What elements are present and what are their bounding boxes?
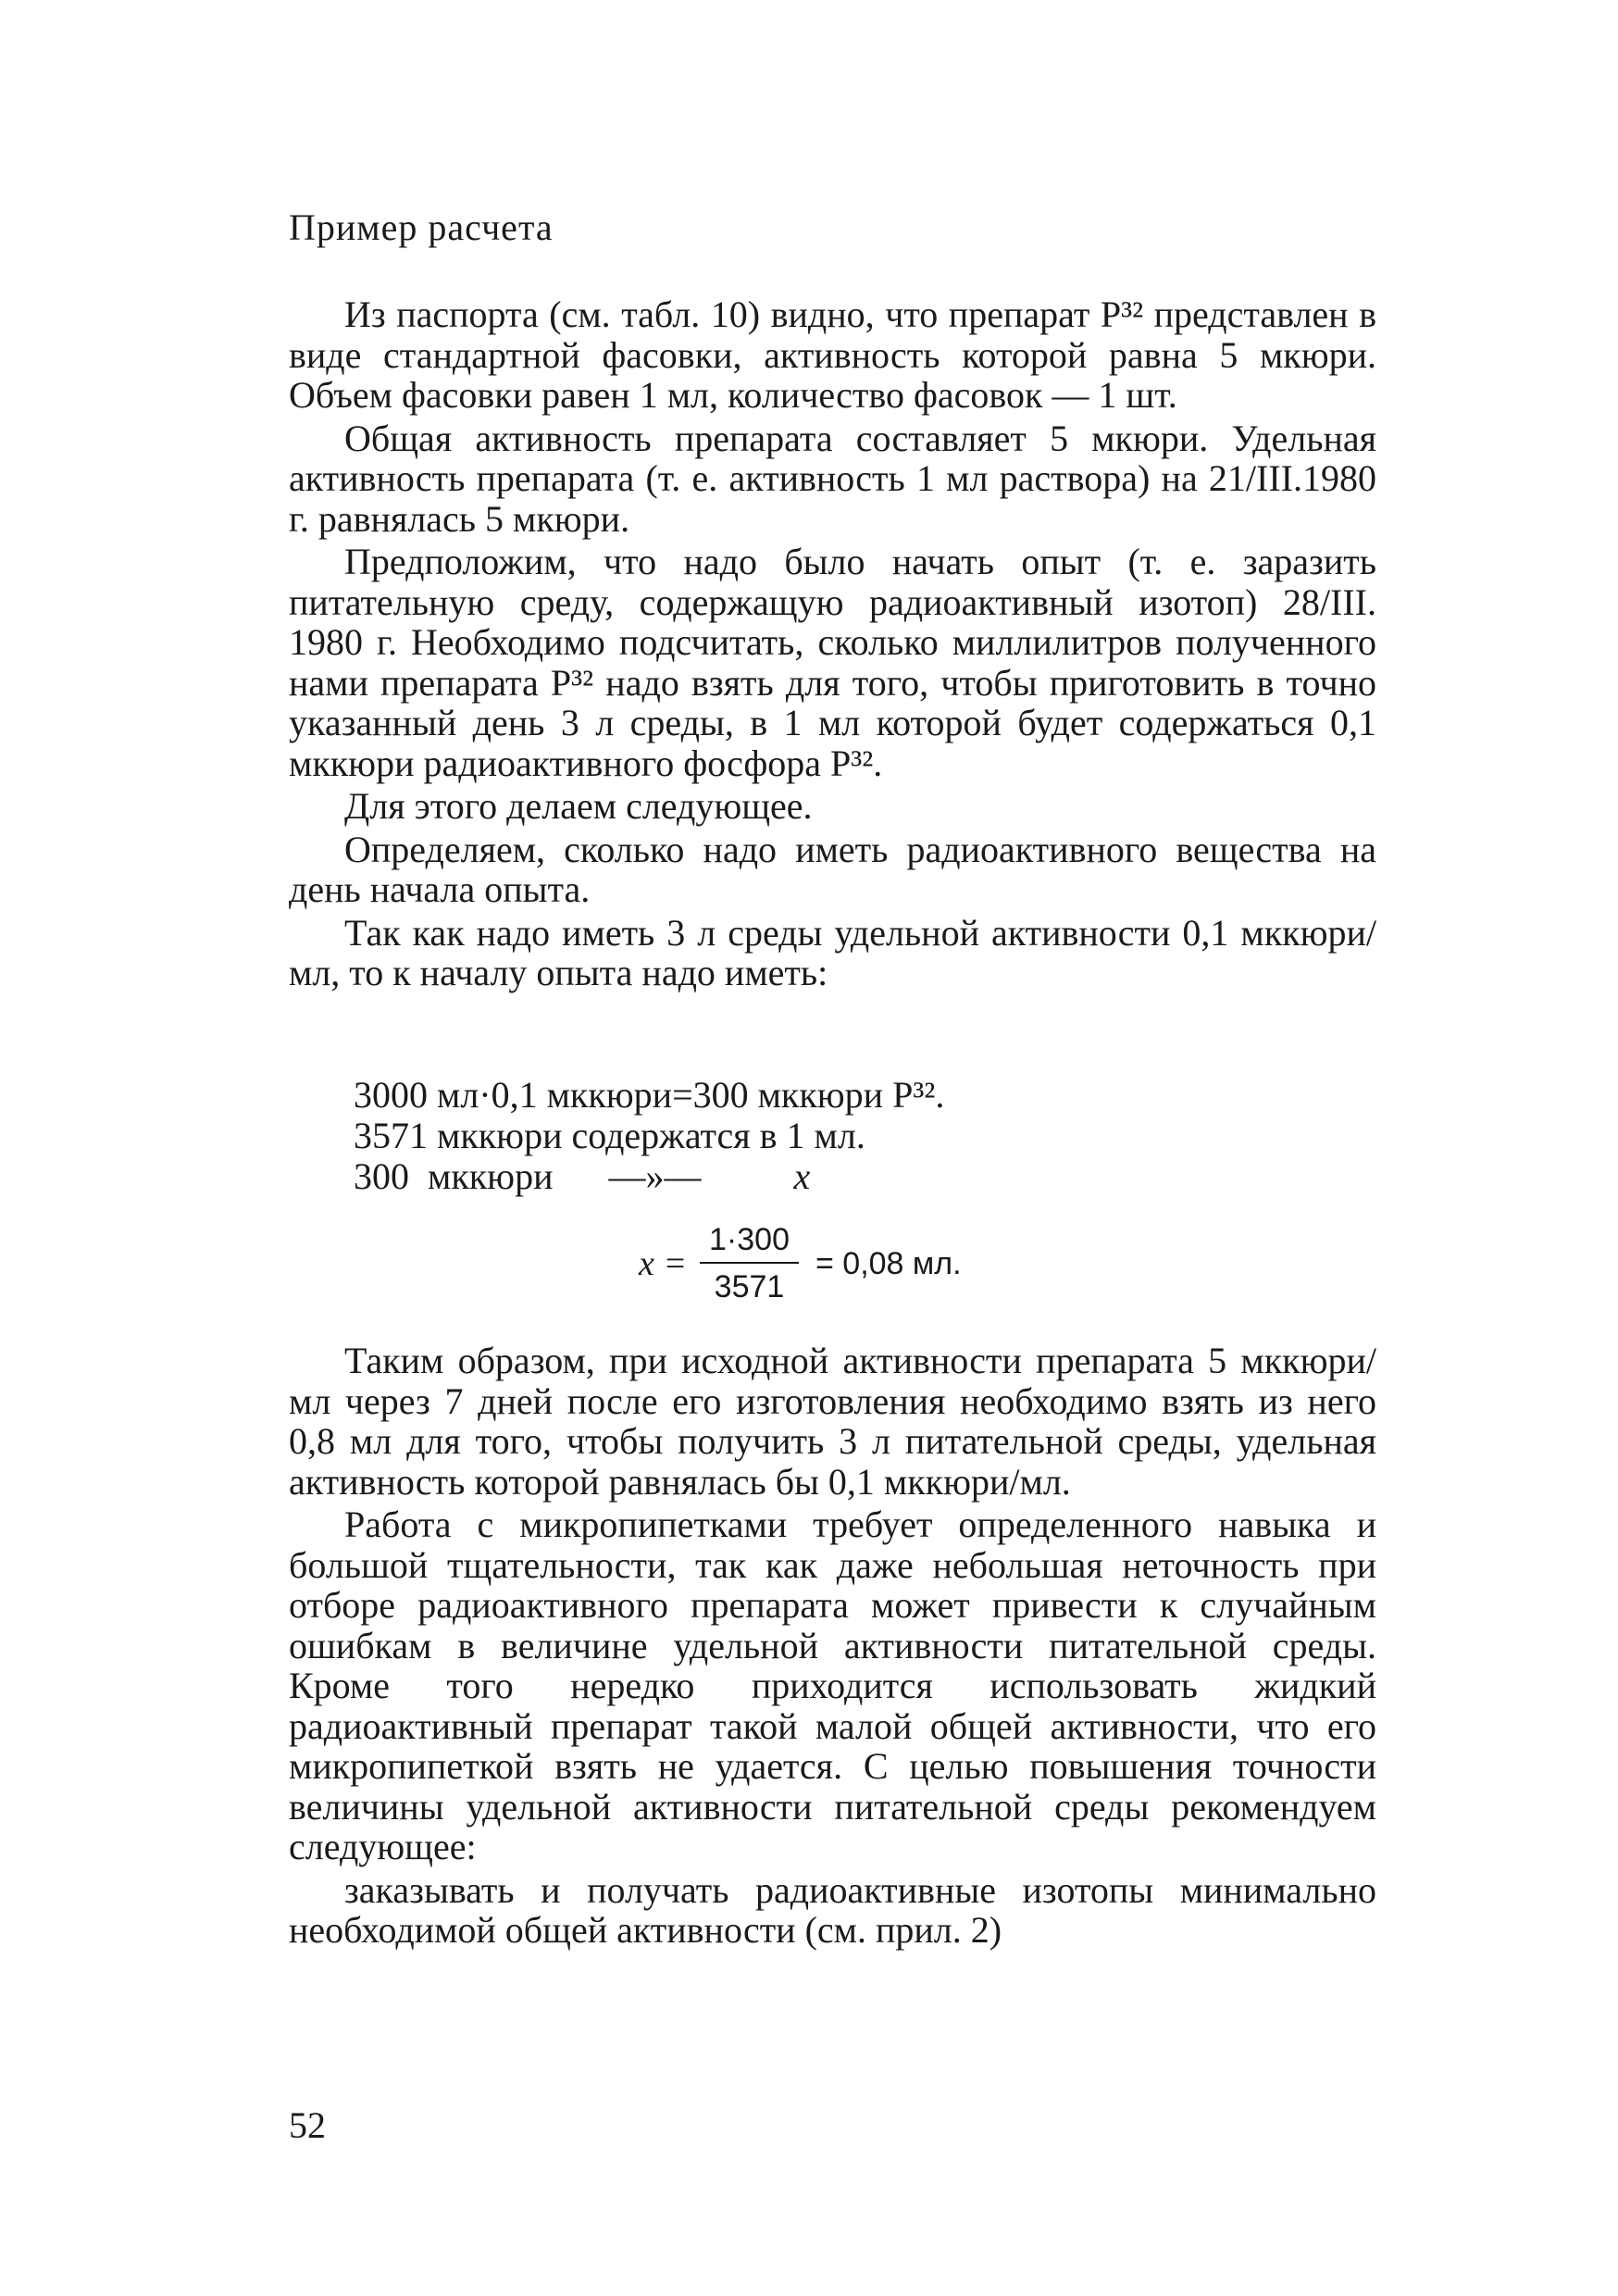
fraction-numerator: 1·300 (700, 1222, 799, 1264)
text-block-after-formula (289, 1341, 1376, 1953)
calc-line: 3000 мл·0,1 мккюри=300 мккюри P³². (354, 1074, 945, 1116)
paragraph: заказывать и получать радиоактивные изотопы минимально необходимой общей активности (см. прил. 2) (289, 1868, 1376, 1951)
paragraph: Так как надо иметь 3 л среды удельной активности 0,1 мккюри/мл, то к началу опыта надо иметь: (289, 911, 1376, 993)
formula-rhs: = 0,08 мл. (815, 1245, 962, 1281)
calc-line-proportion (354, 1156, 944, 1197)
formula-fraction (700, 1222, 799, 1305)
calc-line-text: 300 мккюри —»— (354, 1155, 702, 1197)
fraction-denominator: 3571 (714, 1269, 785, 1304)
paragraph: Таким образом, при исходной активности препарата 5 мккюри/мл через 7 дней после его изготовления необходимо взять из него 0,8 мл для того, чтобы получить 3 л питательной среды, удельная активность которой равнялась бы 0,1 мккюри/мл. (289, 1340, 1376, 1503)
calculation-lines (354, 1075, 944, 1197)
section-heading: Пример расчета (289, 206, 554, 248)
paragraph: Работа с микропипетками требует определенного навыка и большой тщательности, так как даже небольшая неточность при отборе радиоактивного препарата может привести к случайным ошибкам в величине удельной активности питательной среды. Кроме того нередко приходится использовать жидкий радиоактивный препарат такой малой общей активности, что его микропипеткой взять не удается. С целью повышения точности величины удельной активности питательной среды рекомендуем следующее: (289, 1504, 1376, 1867)
paragraph: Для этого делаем следующее. (344, 785, 813, 827)
paragraph: Общая активность препарата составляет 5 мкюри. Удельная активность препарата (т. е. активность 1 мл раствора) на 21/III.1980 г. равнялась 5 мкюри. (289, 417, 1376, 540)
unknown-variable: x (793, 1155, 811, 1197)
formula (639, 1222, 962, 1305)
paragraph: Из паспорта (см. табл. 10) видно, что препарат P³² представлен в виде стандартной фасовки, активность которой равна 5 мкюри. Объем фасовки равен 1 мл, количество фасовок — 1 шт. (289, 293, 1376, 416)
paragraph: Предположим, что надо было начать опыт (т. е. заразить питательную среду, содержащую радиоактивный изотоп) 28/III. 1980 г. Необходимо подсчитать, сколько миллилитров полученного нами препарата P³² надо взять для того, чтобы приготовить в точно указанный день 3 л среды, в 1 мл которой будет содержаться 0,1 мккюри радиоактивного фосфора P³². (289, 541, 1376, 784)
text-block-before-formula (289, 294, 1376, 996)
paragraph: Определяем, сколько надо иметь радиоактивного вещества на день начала опыта. (289, 828, 1376, 910)
calc-line: 3571 мккюри содержатся в 1 мл. (354, 1115, 865, 1156)
page-number: 52 (289, 2104, 326, 2146)
formula-lhs: x = (639, 1244, 688, 1283)
